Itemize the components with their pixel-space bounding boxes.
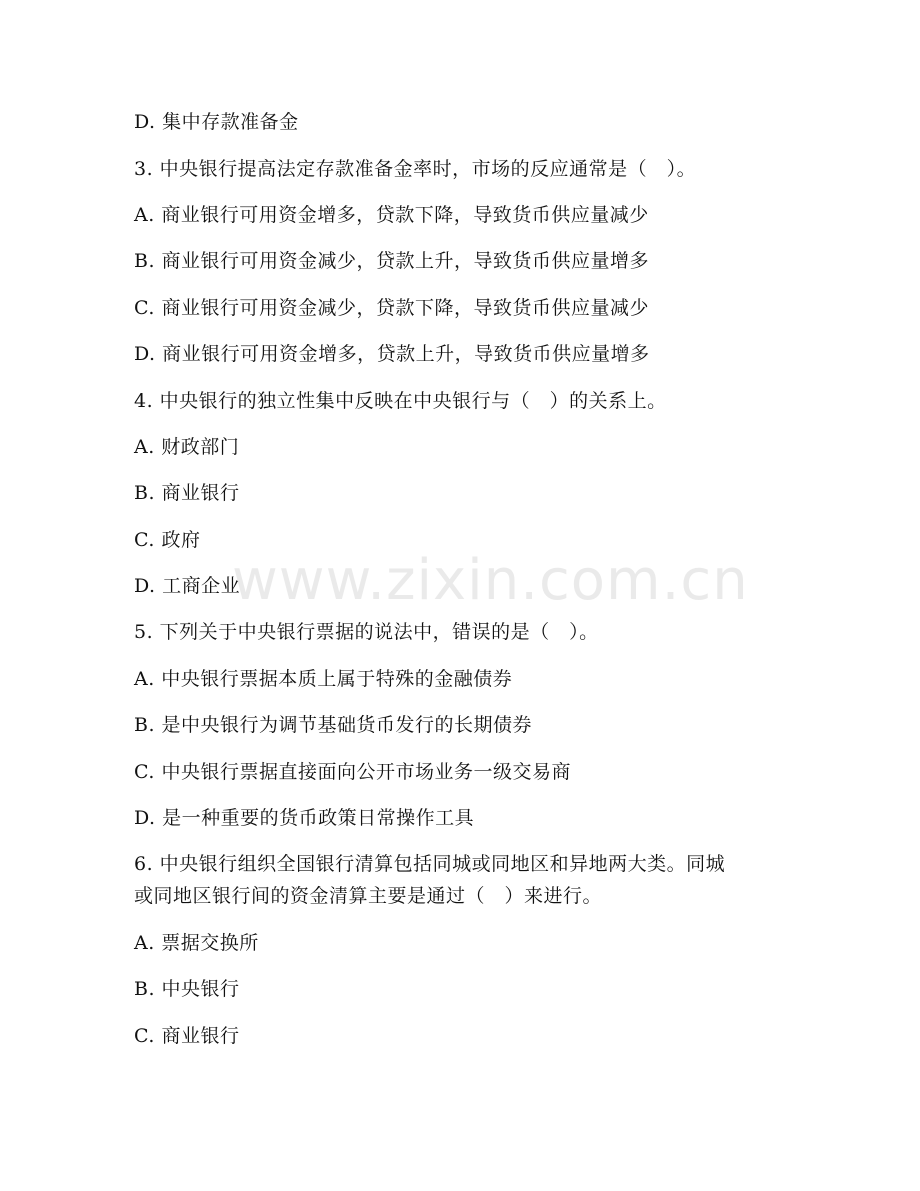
option-c-q6: C. 商业银行	[134, 1025, 240, 1047]
question-5: 5. 下列关于中央银行票据的说法中，错误的是（ ）。	[134, 621, 599, 643]
option-d-q5: D. 是一种重要的货币政策日常操作工具	[134, 807, 475, 829]
option-b-q3: B. 商业银行可用资金减少，贷款上升，导致货币供应量增多	[134, 250, 650, 272]
question-4: 4. 中央银行的独立性集中反映在中央银行与（ ）的关系上。	[134, 390, 667, 412]
option-c-q5: C. 中央银行票据直接面向公开市场业务一级交易商	[134, 761, 571, 783]
option-a-q6: A. 票据交换所	[134, 932, 259, 954]
question-3: 3. 中央银行提高法定存款准备金率时，市场的反应通常是（ ）。	[134, 158, 697, 180]
option-d-q4: D. 工商企业	[134, 575, 241, 597]
option-d-q2: D. 集中存款准备金	[134, 111, 299, 133]
question-6-line-1: 6. 中央银行组织全国银行清算包括同城或同地区和异地两大类。同城	[134, 853, 726, 875]
option-b-q6: B. 中央银行	[134, 978, 240, 1000]
option-c-q3: C. 商业银行可用资金减少，贷款下降，导致货币供应量减少	[134, 297, 649, 319]
option-d-q3: D. 商业银行可用资金增多，贷款上升，导致货币供应量增多	[134, 343, 650, 365]
question-6-line-2: 或同地区银行间的资金清算主要是通过（ ）来进行。	[134, 885, 603, 907]
watermark-text: www.zixin.com.cn	[232, 548, 749, 613]
option-a-q4: A. 财政部门	[134, 436, 240, 458]
option-c-q4: C. 政府	[134, 529, 201, 551]
option-b-q4: B. 商业银行	[134, 482, 240, 504]
option-a-q3: A. 商业银行可用资金增多，贷款下降，导致货币供应量减少	[134, 204, 649, 226]
option-a-q5: A. 中央银行票据本质上属于特殊的金融债券	[134, 668, 513, 690]
option-b-q5: B. 是中央银行为调节基础货币发行的长期债券	[134, 714, 533, 736]
